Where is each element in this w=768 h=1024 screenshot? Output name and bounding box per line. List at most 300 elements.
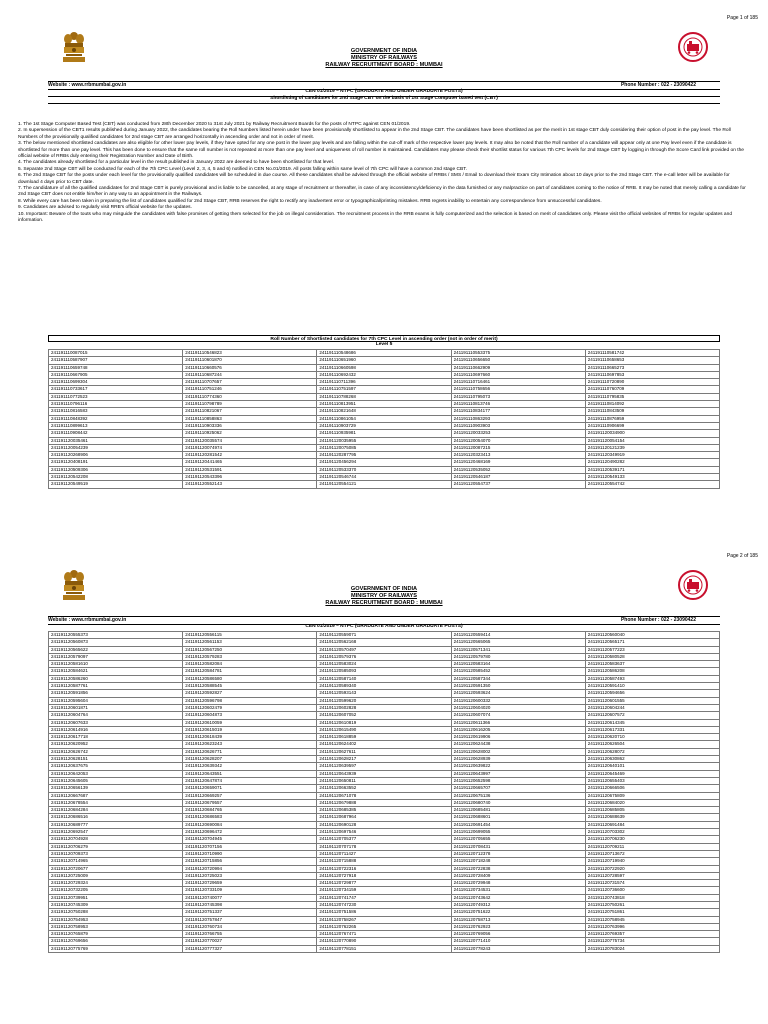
- roll-number-cell: 241191110587907: [49, 357, 183, 364]
- roll-number-cell: 241191120703302: [585, 829, 719, 836]
- roll-number-cell: 241191120281542: [183, 452, 317, 459]
- roll-number-cell: 241191120596798: [183, 697, 317, 704]
- roll-number-cell: 241191110711396: [317, 379, 451, 386]
- roll-number-cell: 241191120580528: [585, 653, 719, 660]
- roll-number-cell: 241191120587761: [49, 683, 183, 690]
- roll-number-table: [48, 631, 720, 953]
- roll-number-cell: 241191120620952: [49, 741, 183, 748]
- website-text: Website : www.rrbmumbai.gov.in: [48, 617, 127, 623]
- notice-paragraph: 5. Separate 2nd Stage CBT will be conducted for each of the 7th CPC Level (Level 2, 3, 4, 5 and 6) notified in CEN No.01/2019. All posts falling within same level of 7th CPC will have a common 2nd stage CBT.: [18, 166, 468, 172]
- table-row: [49, 697, 720, 704]
- roll-number-cell: 241191120628151: [49, 756, 183, 763]
- table-row: [49, 690, 720, 697]
- roll-number-cell: 241191120729948: [451, 880, 585, 887]
- table-row: [49, 799, 720, 806]
- notice-paragraphs: [18, 122, 750, 225]
- roll-number-cell: 241191120586208: [585, 668, 719, 675]
- roll-number-cell: 241191120614345: [585, 719, 719, 726]
- roll-number-cell: 241191120691454: [451, 821, 585, 828]
- table-row: [49, 683, 720, 690]
- roll-number-cell: 241191120468169: [451, 459, 585, 466]
- roll-number-cell: 241191120599620: [317, 697, 451, 704]
- roll-number-cell: 241191110707657: [183, 379, 317, 386]
- table-row: [49, 386, 720, 393]
- roll-number-cell: 241191120758945: [585, 916, 719, 923]
- roll-number-cell: 241191120554737: [451, 481, 585, 488]
- roll-number-cell: 241191120783024: [585, 945, 719, 952]
- roll-number-cell: 241191120765879: [49, 931, 183, 938]
- roll-number-cell: 241191120643939: [317, 770, 451, 777]
- roll-number-cell: 241191120583637: [585, 661, 719, 668]
- table-row: [49, 632, 720, 639]
- roll-number-cell: 241191120685805: [585, 807, 719, 814]
- roll-number-cell: 241191110903903: [451, 422, 585, 429]
- roll-number-cell: 241191120579780: [451, 653, 585, 660]
- roll-number-cell: 241191120754953: [49, 916, 183, 923]
- roll-number-cell: 241191120697546: [317, 829, 451, 836]
- roll-number-cell: 241191120727918: [317, 872, 451, 879]
- header-line-3: RAILWAY RECRUITMENT BOARD : MUMBAI: [325, 62, 443, 68]
- roll-number-cell: 241191110699304: [49, 379, 183, 386]
- roll-number-cell: 241191120751586: [317, 909, 451, 916]
- roll-number-cell: 241191120602479: [183, 704, 317, 711]
- roll-number-cell: 241191120579097: [49, 653, 183, 660]
- table-row: [49, 901, 720, 908]
- roll-number-cell: 241191110660598: [317, 364, 451, 371]
- roll-number-cell: 241191120688601: [451, 814, 585, 821]
- roll-number-cell: 241191120626504: [585, 741, 719, 748]
- roll-number-cell: 241191120620710: [585, 734, 719, 741]
- roll-number-cell: 241191110733617: [49, 386, 183, 393]
- roll-number-cell: 241191120745398: [183, 901, 317, 908]
- table-row: [49, 408, 720, 415]
- table-row: [49, 639, 720, 646]
- roll-number-cell: 241191110899613: [49, 422, 183, 429]
- roll-number-cell: 241191120750288: [49, 909, 183, 916]
- roll-number-cell: 241191120561153: [183, 639, 317, 646]
- roll-number-cell: 241191120767471: [317, 931, 451, 938]
- roll-number-cell: 241191120736600: [585, 887, 719, 894]
- roll-number-cell: 241191110861054: [317, 415, 451, 422]
- roll-number-cell: 241191120490282: [585, 459, 719, 466]
- roll-number-cell: 241191120121239: [585, 444, 719, 451]
- roll-number-cell: 241191120583024: [317, 661, 451, 668]
- roll-number-cell: 241191120035461: [49, 437, 183, 444]
- roll-number-cell: 241191110751246: [183, 386, 317, 393]
- roll-number-cell: 241191120720994: [183, 865, 317, 872]
- roll-number-cell: 241191120762923: [451, 923, 585, 930]
- roll-number-cell: 241191120591410: [585, 683, 719, 690]
- table-row: [49, 916, 720, 923]
- roll-number-cell: 241191120628072: [585, 748, 719, 755]
- table-row: [49, 894, 720, 901]
- government-header: [0, 48, 768, 69]
- roll-number-cell: 241191120615490: [317, 726, 451, 733]
- roll-number-cell: 241191120639597: [317, 763, 451, 770]
- table-row: [49, 357, 720, 364]
- roll-number-cell: 241191110662909: [451, 364, 585, 371]
- roll-number-cell: 241191120607633: [49, 719, 183, 726]
- roll-number-cell: 241191120033253: [451, 430, 585, 437]
- roll-number-cell: 241191120705377: [317, 836, 451, 843]
- roll-number-cell: 241191110751597: [317, 386, 451, 393]
- roll-number-cell: 241191120623243: [183, 741, 317, 748]
- roll-number-cell: 241191120554742: [585, 481, 719, 488]
- roll-number-cell: 241191110667905: [49, 371, 183, 378]
- page-number: Page 2 of 185: [726, 553, 758, 559]
- roll-number-cell: 241191110935981: [317, 430, 451, 437]
- roll-number-cell: 241191110813951: [317, 401, 451, 408]
- header-line-2: MINISTRY OF RAILWAYS: [351, 55, 417, 61]
- roll-number-cell: 241191120604764: [49, 712, 183, 719]
- roll-number-cell: 241191120624402: [317, 741, 451, 748]
- roll-number-cell: 241191120751622: [451, 909, 585, 916]
- roll-number-cell: 241191120323413: [451, 452, 585, 459]
- roll-number-cell: 241191120659071: [183, 785, 317, 792]
- roll-number-cell: 241191120770027: [183, 938, 317, 945]
- header-line-3: RAILWAY RECRUITMENT BOARD : MUMBAI: [325, 600, 443, 606]
- roll-number-cell: 241191120560873: [49, 639, 183, 646]
- roll-number-cell: 241191120559414: [451, 632, 585, 639]
- roll-number-cell: 241191120725023: [183, 872, 317, 879]
- roll-number-cell: 241191120751861: [585, 909, 719, 916]
- roll-number-cell: 241191120684020: [585, 799, 719, 806]
- table-row: [49, 661, 720, 668]
- roll-number-cell: 241191120441465: [183, 459, 317, 466]
- roll-number-cell: 241191120589340: [317, 683, 451, 690]
- roll-number-cell: 241191120619906: [451, 734, 585, 741]
- roll-number-cell: 241191120686516: [49, 814, 183, 821]
- table-row: [49, 777, 720, 784]
- roll-number-cell: 241191120607572: [585, 712, 719, 719]
- roll-number-cell: 241191120054239: [49, 444, 183, 451]
- roll-number-cell: 241191120579376: [317, 653, 451, 660]
- cen-title: CEN 01/2019 – NTPC (GRADUATE AND UNDER GRADUATE POSTS): [48, 89, 720, 97]
- table-row: [49, 931, 720, 938]
- notice-paragraph: 1. The 1st Stage Computer Based Test (CBT) was conducted from 28th December 2020 to 31st July 2021 by Railway Recruitment Boards for the posts of NTPC against CEN 01/2019.: [18, 122, 411, 127]
- roll-number-cell: 241191120610819: [317, 719, 451, 726]
- table-row: [49, 763, 720, 770]
- shortlisting-subtitle: Shortlisting of candidates for 2nd Stage CBT on the basis of 1st Stage Computer based test (CBT): [48, 96, 720, 104]
- roll-number-cell: 241191120725009: [49, 872, 183, 879]
- page-number: Page 1 of 185: [726, 15, 758, 21]
- roll-number-cell: 241191120075085: [317, 444, 451, 451]
- roll-number-cell: 241191110834177: [451, 408, 585, 415]
- roll-number-cell: 241191120637675: [49, 763, 183, 770]
- roll-number-cell: 241191120707156: [183, 843, 317, 850]
- roll-number-cell: 241191120758953: [49, 923, 183, 930]
- roll-number-cell: 241191120745309: [49, 901, 183, 908]
- table-row: [49, 719, 720, 726]
- roll-number-cell: 241191120035955: [317, 437, 451, 444]
- roll-number-cell: 241191120770890: [317, 938, 451, 945]
- roll-number-cell: 241191120087215: [451, 444, 585, 451]
- notice-paragraph: 3. The below mentioned shortlisted candidates are also eligible for other lower pay levels, if they have opted for any one post in the lower pay levels and are falling within the cut-off mark of the respective lower pay levels. It may also be noted that the Roll number of a candidate will appear only at one Pay level even if the candidate is shortlisted for more than one pay level. This has been done to ensure that the same roll number is not repeated at more than one pay level and uniqueness of roll number is maintained. Candidates may please check their shortlist status for various 7th CPC levels for 2nd Stage CBT by logging in through the Score Card link provided on the official website of RRBs duly entering their Registration Number and Date of Birth.: [18, 141, 744, 160]
- roll-number-cell: 241191120611366: [451, 719, 585, 726]
- table-row: [49, 829, 720, 836]
- table-row: [49, 792, 720, 799]
- roll-number-cell: 241191110546823: [183, 350, 317, 357]
- roll-number-cell: 241191120647874: [183, 777, 317, 784]
- roll-number-cell: 241191110720890: [585, 379, 719, 386]
- roll-number-cell: 241191110758656: [451, 386, 585, 393]
- table-row: [49, 704, 720, 711]
- roll-number-cell: 241191110821067: [183, 408, 317, 415]
- roll-number-cell: 241191110858863: [183, 415, 317, 422]
- table-row: [49, 350, 720, 357]
- notice-paragraph: 10. Important: Beware of the touts who may misguide the candidates with false promises of getting them selected for the job on illegal consideration. The recruitment process in the RRB exams is fully computerized and the selection is based on merit of candidates only. Please visit the official websites of RRBs for regular updates and information.: [18, 211, 733, 224]
- roll-number-cell: 241191120708431: [451, 843, 585, 850]
- roll-number-cell: 241191120722920: [585, 865, 719, 872]
- roll-number-cell: 241191120778243: [451, 945, 585, 952]
- roll-number-cell: 241191120594656: [585, 690, 719, 697]
- table-row: [49, 741, 720, 748]
- table-row: [49, 422, 720, 429]
- roll-number-cell: 241191120571341: [451, 646, 585, 653]
- roll-number-cell: 241191120760734: [183, 923, 317, 930]
- roll-number-cell: 241191120675136: [451, 792, 585, 799]
- roll-number-cell: 241191120715888: [317, 858, 451, 865]
- roll-number-cell: 241191120750261: [585, 901, 719, 908]
- roll-number-cell: 241191120642053: [49, 770, 183, 777]
- roll-number-cell: 241191120732205: [49, 887, 183, 894]
- roll-number-cell: 241191120556115: [183, 632, 317, 639]
- notice-paragraph: 4. The candidates already shortlisted for a particular level in the result published in January 2022 are deemed to have been shortlisted for that level.: [18, 160, 335, 166]
- roll-number-cell: 241191120645605: [49, 777, 183, 784]
- roll-number-cell: 241191120769656: [49, 938, 183, 945]
- government-header: [0, 586, 768, 607]
- roll-table-title: Roll Number of Shortlisted candidates for 7th CPC Level in ascending order (not in order of merit): [48, 335, 720, 342]
- roll-number-cell: 241191120728597: [585, 872, 719, 879]
- roll-number-cell: 241191120757847: [183, 916, 317, 923]
- roll-number-cell: 241191120565622: [49, 646, 183, 653]
- roll-number-cell: 241191120593624: [451, 690, 585, 697]
- roll-number-cell: 241191120628002: [451, 748, 585, 755]
- roll-number-cell: 241191110665273: [585, 364, 719, 371]
- table-row: [49, 675, 720, 682]
- roll-number-cell: 241191120533370: [317, 466, 451, 473]
- roll-number-cell: 241191120690128: [317, 821, 451, 828]
- roll-number-cell: 241191110581742: [585, 350, 719, 357]
- roll-number-cell: 241191120666506: [585, 785, 719, 792]
- website-text: Website : www.rrbmumbai.gov.in: [48, 82, 127, 88]
- table-row: [49, 726, 720, 733]
- roll-number-cell: 241191120543396: [183, 474, 317, 481]
- roll-number-cell: 241191110876959: [585, 415, 719, 422]
- roll-number-cell: 241191120610059: [183, 719, 317, 726]
- roll-number-cell: 241191120617718: [49, 734, 183, 741]
- roll-number-cell: 241191110788268: [317, 393, 451, 400]
- roll-number-cell: 241191120579283: [183, 653, 317, 660]
- roll-number-cell: 241191120775734: [585, 938, 719, 945]
- roll-number-cell: 241191110795835: [585, 393, 719, 400]
- roll-number-cell: 241191120287795: [317, 452, 451, 459]
- roll-number-cell: 241191120582084: [183, 661, 317, 668]
- roll-number-cell: 241191120731574: [585, 880, 719, 887]
- phone-text: Phone Number : 022 - 23090422: [620, 82, 696, 88]
- table-row: [49, 872, 720, 879]
- roll-number-cell: 241191120743642: [451, 894, 585, 901]
- roll-number-cell: 241191110906699: [585, 422, 719, 429]
- roll-number-cell: 241191120669257: [183, 792, 317, 799]
- notice-paragraph: 9. Candidates are advised to regularly visit RRB's official website for the updates.: [18, 205, 192, 211]
- roll-number-cell: 241191120617331: [585, 726, 719, 733]
- roll-number-cell: 241191120591856: [49, 690, 183, 697]
- roll-number-table: [48, 349, 720, 489]
- roll-number-cell: 241191120639822: [451, 763, 585, 770]
- roll-number-cell: 241191110821648: [317, 408, 451, 415]
- header-line-2: MINISTRY OF RAILWAYS: [351, 593, 417, 599]
- roll-number-cell: 241191120587140: [317, 675, 451, 682]
- roll-number-cell: 241191120690084: [183, 821, 317, 828]
- roll-number-cell: 241191110798789: [183, 401, 317, 408]
- roll-number-cell: 241191120684765: [183, 807, 317, 814]
- roll-number-cell: 241191110651960: [317, 357, 451, 364]
- table-row: [49, 379, 720, 386]
- roll-number-cell: 241191120687964: [317, 814, 451, 821]
- roll-number-cell: 241191120408191: [49, 459, 183, 466]
- roll-number-cell: 241191120542208: [49, 474, 183, 481]
- roll-number-cell: 241191110848392: [49, 415, 183, 422]
- roll-number-cell: 241191120615019: [183, 726, 317, 733]
- roll-number-cell: 241191120715856: [183, 858, 317, 865]
- roll-number-cell: 241191120604873: [183, 712, 317, 719]
- roll-number-cell: 241191120709211: [585, 843, 719, 850]
- roll-number-cell: 241191120688639: [585, 814, 719, 821]
- roll-number-cell: 241191110548686: [317, 350, 451, 357]
- roll-number-cell: 241191120722316: [317, 865, 451, 872]
- table-row: [49, 481, 720, 488]
- roll-number-cell: 241191120667687: [49, 792, 183, 799]
- roll-number-cell: 241191120552143: [183, 481, 317, 488]
- table-row: [49, 401, 720, 408]
- table-row: [49, 814, 720, 821]
- table-row: [49, 364, 720, 371]
- roll-number-cell: 241191120650811: [317, 777, 451, 784]
- table-row: [49, 756, 720, 763]
- roll-number-cell: 241191120607074: [451, 712, 585, 719]
- roll-number-cell: 241191120592827: [183, 690, 317, 697]
- roll-number-cell: 241191120718248: [451, 858, 585, 865]
- roll-number-cell: 241191120565171: [585, 639, 719, 646]
- roll-number-cell: 241191120775769: [49, 945, 183, 952]
- roll-number-cell: 241191120554121: [317, 481, 451, 488]
- roll-number-cell: 241191120769357: [585, 931, 719, 938]
- roll-number-cell: 241191120607052: [317, 712, 451, 719]
- roll-number-cell: 241191120618439: [183, 734, 317, 741]
- roll-number-cell: 241191110656650: [451, 357, 585, 364]
- roll-number-cell: 241191120509306: [49, 466, 183, 473]
- roll-number-cell: 241191120728409: [451, 872, 585, 879]
- header-line-1: GOVERNMENT OF INDIA: [350, 48, 418, 54]
- roll-number-cell: 241191110760709: [585, 386, 719, 393]
- roll-number-cell: 241191110796116: [49, 401, 183, 408]
- roll-number-cell: 241191120739951: [49, 894, 183, 901]
- roll-number-cell: 241191120560040: [585, 632, 719, 639]
- roll-number-cell: 241191120762265: [317, 923, 451, 930]
- table-row: [49, 865, 720, 872]
- roll-number-cell: 241191110908442: [49, 430, 183, 437]
- roll-number-cell: 241191120639342: [183, 763, 317, 770]
- roll-number-cell: 241191120733109: [183, 887, 317, 894]
- roll-number-cell: 241191120531591: [183, 466, 317, 473]
- table-row: [49, 770, 720, 777]
- roll-number-cell: 241191120604020: [451, 704, 585, 711]
- roll-number-cell: 241191120559071: [317, 632, 451, 639]
- table-row: [49, 945, 720, 952]
- roll-number-cell: 241191120549133: [585, 474, 719, 481]
- table-row: [49, 415, 720, 422]
- roll-number-cell: 241191120618859: [317, 734, 451, 741]
- roll-number-cell: 241191120584781: [183, 668, 317, 675]
- roll-number-cell: 241191120706230: [585, 836, 719, 843]
- roll-number-cell: 241191110813746: [451, 401, 585, 408]
- roll-number-cell: 241191120600332: [451, 697, 585, 704]
- roll-number-cell: 241191120577223: [585, 646, 719, 653]
- table-row: [49, 843, 720, 850]
- roll-number-cell: 241191120763996: [585, 923, 719, 930]
- roll-number-cell: 241191120705655: [451, 836, 585, 843]
- roll-number-cell: 241191120034900: [585, 430, 719, 437]
- roll-number-cell: 241191120704928: [49, 836, 183, 843]
- table-row: [49, 444, 720, 451]
- roll-number-cell: 241191120665707: [451, 785, 585, 792]
- roll-number-cell: 241191120713672: [585, 850, 719, 857]
- roll-number-cell: 241191120691484: [585, 821, 719, 828]
- roll-number-cell: 241191120696472: [183, 829, 317, 836]
- roll-number-cell: 241191120054154: [585, 437, 719, 444]
- roll-number-cell: 241191120630862: [585, 756, 719, 763]
- roll-number-cell: 241191120679557: [183, 799, 317, 806]
- roll-number-cell: 241191120549519: [49, 481, 183, 488]
- roll-number-cell: 241191120035574: [183, 437, 317, 444]
- table-row: [49, 712, 720, 719]
- notice-paragraph: 6. The 2nd Stage CBT for the posts under each level for the provisionally qualified candidates will be scheduled in due course. All these candidates shall be advised through the official website of RRBs / SMS / Email to download their Exam City Intimation about 10 days prior to the 2nd Stage CBT. The e-call letter will be available for download 4 days prior to CBT date.: [18, 173, 730, 185]
- level-label: Level 5: [375, 342, 393, 347]
- roll-number-cell: 241191110843509: [585, 408, 719, 415]
- roll-number-cell: 241191120656139: [49, 785, 183, 792]
- roll-number-cell: 241191120720677: [49, 865, 183, 872]
- roll-number-cell: 241191110601870: [183, 357, 317, 364]
- roll-number-cell: 241191120663552: [317, 785, 451, 792]
- roll-number-cell: 241191110774360: [183, 393, 317, 400]
- roll-number-cell: 241191120758713: [451, 916, 585, 923]
- roll-number-cell: 241191120591350: [451, 683, 585, 690]
- roll-number-cell: 241191120601871: [49, 704, 183, 711]
- roll-number-cell: 241191120740077: [183, 894, 317, 901]
- roll-number-cell: 241191120655403: [585, 777, 719, 784]
- roll-number-cell: 241191120743818: [585, 894, 719, 901]
- roll-number-cell: 241191110716461: [451, 379, 585, 386]
- roll-number-cell: 241191120749312: [451, 901, 585, 908]
- table-row: [49, 668, 720, 675]
- roll-number-cell: 241191120626742: [49, 748, 183, 755]
- roll-number-cell: 241191120712378: [451, 850, 585, 857]
- roll-number-cell: 241191120778151: [317, 945, 451, 952]
- notice-paragraph: 7. The candidature of all the qualified candidates for 2nd Stage CBT is purely provisional and is liable to be cancelled, at any stage of recruitment or thereafter, in case of any inconsistency/deficiency in the data furnished or any malpractice on part of candidates coming to the notice of RRB. It may be noted that merely calling a candidate for 2nd Stage CBT does not entitle him/her in any way to an appointment in the Railways.: [18, 186, 746, 198]
- roll-number-cell: 241191120628207: [183, 756, 317, 763]
- header-line-1: GOVERNMENT OF INDIA: [350, 586, 418, 592]
- roll-number-cell: 241191110795073: [451, 393, 585, 400]
- roll-number-cell: 241191120689777: [49, 821, 183, 828]
- roll-number-cell: 241191120584621: [49, 668, 183, 675]
- roll-number-cell: 241191120614916: [49, 726, 183, 733]
- roll-number-cell: 241191120704945: [183, 836, 317, 843]
- roll-number-cell: 241191120766755: [183, 931, 317, 938]
- roll-number-cell: 241191120709373: [49, 850, 183, 857]
- roll-number-cell: 241191120706279: [49, 843, 183, 850]
- roll-number-cell: 241191120699055: [451, 829, 585, 836]
